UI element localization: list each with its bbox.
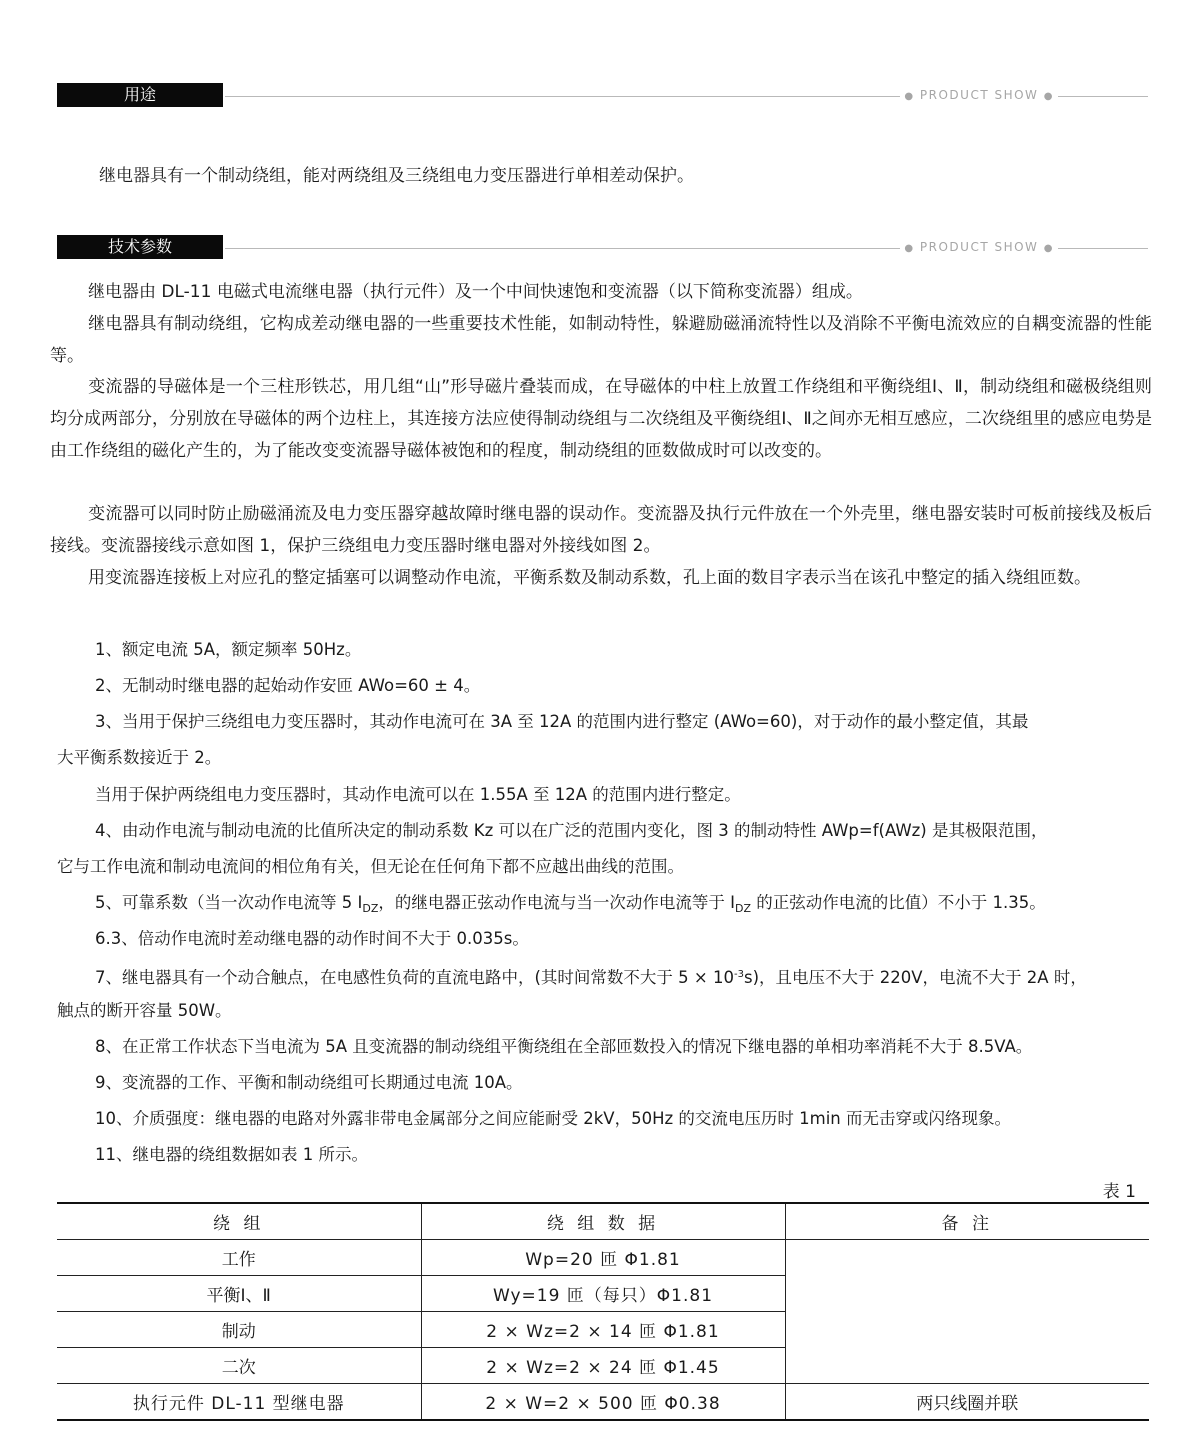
spec-item-4-cont: 它与工作电流和制动电流间的相位角有关，但无论在任何角下都不应越出曲线的范围。 [57,857,684,876]
table-cell: 执行元件 DL-11 型继电器 [57,1384,421,1421]
table-header-cell: 备 注 [785,1203,1149,1240]
spec-item-5: 5、可靠系数（当一次动作电流等 5 $I_{DZ}$，的继电器正弦动作电流与当一次动作电流等于 $I_{DZ}$ 的正弦动作电流的比值）不小于 1.35。 [95,893,1046,915]
spec-item-7-cont: 触点的断开容量 50W。 [57,1001,232,1020]
paragraph: 变流器可以同时防止励磁涌流及电力变压器穿越故障时继电器的误动作。变流器及执行元件放在一个外壳里，继电器安装时可板前接线及板后接线。变流器接线示意如图 1，保护三绕组电力变压器时继电器对外接线如图 2。 [50,504,1152,556]
product-show-text: PRODUCT SHOW [919,240,1039,254]
table-cell: 2 × W=2 × 500 匝 Φ0.38 [421,1384,785,1421]
product-show-tag: ● PRODUCT SHOW ● [900,239,1058,257]
table-header-row [57,1203,1149,1240]
spec-item-3: 3、当用于保护三绕组电力变压器时，其动作电流可在 3A 至 12A 的范围内进行整定 (AWo=60)，对于动作的最小整定值，其最 [95,712,1029,731]
paragraph: 继电器具有制动绕组，它构成差动继电器的一些重要技术性能，如制动特性，躲避励磁涌流特性以及消除不平衡电流效应的自耦变流器的性能等。 [50,314,1152,366]
table-cell-note-empty [785,1240,1149,1384]
table-cell: 工作 [57,1240,421,1276]
table-cell: Wy=19 匝（每只）Φ1.81 [421,1276,785,1312]
product-show-text: PRODUCT SHOW [919,88,1039,102]
paragraph: 用变流器连接板上对应孔的整定插塞可以调整动作电流，平衡系数及制动系数，孔上面的数目字表示当在该孔中整定的插入绕组匝数。 [88,568,1091,588]
subscript: DZ [735,902,752,915]
table-row [57,1240,1149,1276]
table-cell: Wp=20 匝 Φ1.81 [421,1240,785,1276]
spec-item-9: 9、变流器的工作、平衡和制动绕组可长期通过电流 10A。 [95,1073,523,1092]
usage-description: 继电器具有一个制动绕组，能对两绕组及三绕组电力变压器进行单相差动保护。 [99,166,694,186]
spec-item-11: 11、继电器的绕组数据如表 1 所示。 [95,1145,368,1164]
section-title-tech: 技术参数 [57,235,223,259]
spec-item-3-note: 当用于保护两绕组电力变压器时，其动作电流可以在 1.55A 至 12A 的范围内进行整定。 [95,785,741,804]
section-header-usage [57,83,1148,107]
section-header-tech [57,235,1148,259]
product-show-tag: ● PRODUCT SHOW ● [900,87,1058,105]
winding-data-table [57,1202,1149,1421]
table-header-cell: 绕 组 [57,1203,421,1240]
section-title-usage: 用途 [57,83,223,107]
table-header-cell: 绕 组 数 据 [421,1203,785,1240]
table-cell: 2 × Wz=2 × 24 匝 Φ1.45 [421,1348,785,1384]
paragraph: 变流器的导磁体是一个三柱形铁芯，用几组“山”形导磁片叠装而成，在导磁体的中柱上放置工作绕组和平衡绕组Ⅰ、Ⅱ，制动绕组和磁极绕组则均分成两部分，分别放在导磁体的两个边柱上，其连接方法应使得制动绕组与二次绕组及平衡绕组Ⅰ、Ⅱ之间亦无相互感应，二次绕组里的感应电势是由工作绕组的磁化产生的，为了能改变变流器导磁体被饱和的程度，制动绕组的匝数做成时可以改变的。 [50,377,1152,461]
spec-item-4: 4、由动作电流与制动电流的比值所决定的制动系数 Kz 可以在广泛的范围内变化，图 3 的制动特性 AWp=f(AWz) 是其极限范围， [95,821,1048,840]
table-cell: 2 × Wz=2 × 14 匝 Φ1.81 [421,1312,785,1348]
table-cell-note: 两只线圈并联 [785,1384,1149,1421]
paragraph: 继电器由 DL-11 电磁式电流继电器（执行元件）及一个中间快速饱和变流器（以下简称变流器）组成。 [88,282,863,302]
superscript: -3 [734,969,744,980]
spec-item-8: 8、在正常工作状态下当电流为 5A 且变流器的制动绕组平衡绕组在全部匝数投入的情况下继电器的单相功率消耗不大于 8.5VA。 [95,1037,1033,1056]
table-cell: 二次 [57,1348,421,1384]
spec-item-2: 2、无制动时继电器的起始动作安匝 AWo=60 ± 4。 [95,676,481,695]
spec-item-1: 1、额定电流 5A，额定频率 50Hz。 [95,640,362,659]
table-row [57,1384,1149,1421]
spec-item-3-cont: 大平衡系数接近于 2。 [57,748,222,767]
table-caption: 表 1 [1102,1182,1136,1202]
spec-item-7: 7、继电器具有一个动合触点，在电感性负荷的直流电路中，(其时间常数不大于 $5 \times 10^{-3}s$)，且电压不大于 220V，电流不大于 2A 时， [95,968,1087,987]
spec-item-6: 6.3、倍动作电流时差动继电器的动作时间不大于 0.035s。 [95,929,529,948]
table-cell: 制动 [57,1312,421,1348]
spec-item-10: 10、介质强度：继电器的电路对外露非带电金属部分之间应能耐受 2kV，50Hz 的交流电压历时 1min 而无击穿或闪络现象。 [95,1109,1011,1128]
table-cell: 平衡Ⅰ、Ⅱ [57,1276,421,1312]
subscript: DZ [362,902,379,915]
